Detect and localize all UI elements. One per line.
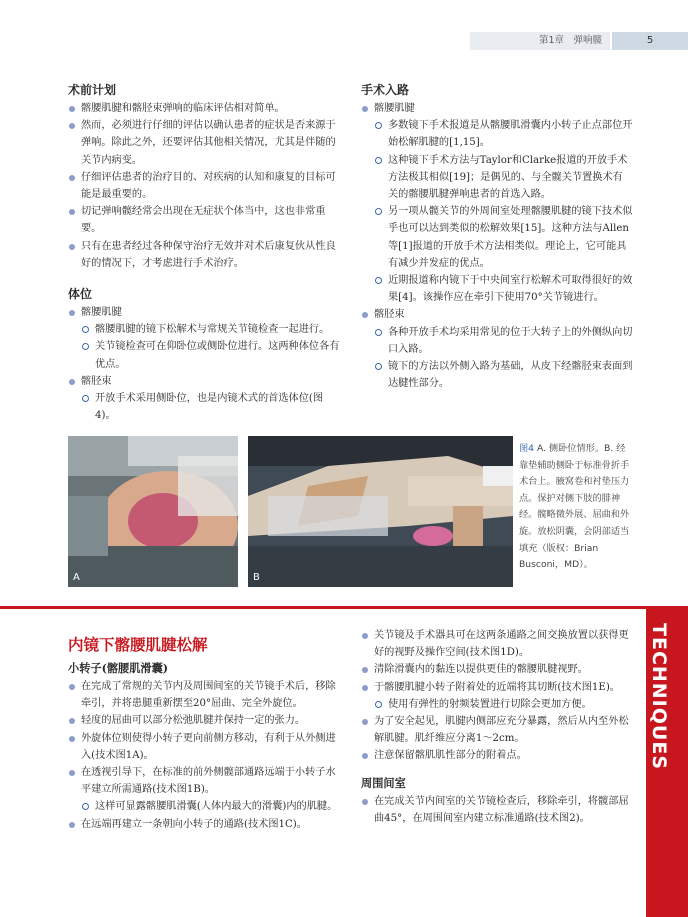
bullet-item: 清除滑囊内的黏连以提供更佳的髂腰肌腱视野。 xyxy=(361,661,633,678)
page-number: 5 xyxy=(612,32,688,50)
figure-caption-label: 图4 xyxy=(519,443,535,454)
bullet-item: 于髂腰肌腱小转子附着处的近端将其切断(技术图1E)。 xyxy=(361,679,633,696)
bullet-item: 髂腰肌腱 xyxy=(361,100,633,117)
bullet-item: 在完成关节内间室的关节镜检查后，移除牵引，将髋部屈曲45°，在周围间室内建立标准通路(技术图2)。 xyxy=(361,793,633,827)
sub-bullet-item: 关节镜检查可在仰卧位或侧卧位进行。这两种体位各有优点。 xyxy=(68,338,340,372)
sub-bullet-item: 这种镜下手术方法与Taylor和Clarke报道的开放手术方法极其相似[19]；是偶见的、与全髋关节置换术有关的髂腰肌腱弹响患者的首选入路。 xyxy=(361,152,633,204)
bullet-item: 为了安全起见，肌腱内侧部应充分暴露，然后从内至外松解肌腱。肌纤维应分离1～2cm。 xyxy=(361,713,633,747)
section-title-approach: 手术入路 xyxy=(361,83,410,97)
left-column xyxy=(68,82,340,424)
techniques-tab-label: TECHNIQUES xyxy=(648,623,670,770)
bullet-item: 切记弹响髋经常会出现在无症状个体当中，这也非常重要。 xyxy=(68,203,340,237)
sub-bullet-item: 另一项从髋关节的外周间室处理髂腰肌腱的镜下技术似乎也可以达到类似的松解效果[15]。这种方法与Allen等[1]报道的开放手术方法相类似。理论上，它可能具有减少并发症的优点。 xyxy=(361,203,633,272)
section-title-position: 体位 xyxy=(68,287,93,302)
bullet-item: 在透视引导下，在标准的前外侧髋部通路远端于小转子水平建立所需通路(技术图1B)。 xyxy=(68,764,340,798)
panel-a-label: A xyxy=(73,572,80,583)
techniques-side-tab xyxy=(646,609,688,917)
bullet-item: 注意保留髂肌肌性部分的附着点。 xyxy=(361,747,633,764)
subtitle-lesser-trochanter: 小转子(髂腰肌滑囊) xyxy=(68,661,169,675)
subtitle-peripheral-compartment: 周围间室 xyxy=(361,775,406,790)
techniques-right-column xyxy=(361,627,633,827)
figure-photo-b xyxy=(248,436,513,587)
bullet-item: 髂胫束 xyxy=(361,306,633,323)
techniques-left-column xyxy=(68,660,340,833)
sub-bullet-item: 镜下的方法以外侧入路为基础，从皮下经髂胫束表面到达腱性部分。 xyxy=(361,358,633,392)
sub-bullet-item: 这样可显露髂腰肌滑囊(人体内最大的滑囊)内的肌腱。 xyxy=(68,798,340,815)
panel-b-label: B xyxy=(253,572,260,583)
sub-bullet-item: 使用有弹性的射频装置进行切除会更加方便。 xyxy=(361,696,633,713)
bullet-item: 关节镜及手术器具可在这两条通路之间交换放置以获得更好的视野及操作空间(技术图1D)。 xyxy=(361,627,633,661)
bullet-item: 仔细评估患者的治疗目的、对疾病的认知和康复的目标可能是最重要的。 xyxy=(68,169,340,203)
bullet-item: 然而，必须进行仔细的评估以确认患者的症状是否来源于弹响。除此之外，还要评估其他相关情况，尤其是伴随的关节内病变。 xyxy=(68,117,340,169)
sub-bullet-item: 髂腰肌腱的镜下松解术与常规关节镜检查一起进行。 xyxy=(68,321,340,338)
sub-bullet-item: 各种开放手术均采用常见的位于大转子上的外侧纵向切口入路。 xyxy=(361,324,633,358)
techniques-title: 内镜下髂腰肌腱松解 xyxy=(68,636,208,654)
bullet-item: 在完成了常规的关节内及周围间室的关节镜手术后，移除牵引，并将患腿重新摆至20°屈曲、完全外旋位。 xyxy=(68,678,340,712)
bullet-item: 轻度的屈曲可以部分松弛肌腱并保持一定的张力。 xyxy=(68,712,340,729)
figure-photo-a xyxy=(68,436,238,587)
right-column xyxy=(361,82,633,392)
sub-bullet-item: 多数镜下手术报道是从髂腰肌滑囊内小转子止点部位开始松解肌腱的[1,15]。 xyxy=(361,117,633,151)
sub-bullet-item: 近期报道称内镜下于中央间室行松解术可取得很好的效果[4]。该操作应在牵引下使用70°关节镜进行。 xyxy=(361,272,633,306)
section-divider xyxy=(0,606,688,609)
figure-caption xyxy=(519,441,633,574)
chapter-header: 第1章 弹响髋 xyxy=(470,32,610,50)
figure-caption-text: A. 侧卧位情形。B. 经靠垫辅助侧卧于标准骨折手术台上。腋窝卷和衬垫压力点。保护对侧下肢的腓神经。髋略微外展、屈曲和外旋。放松阴囊，会阴部适当填充（版权：Brian Busconi，MD）。 xyxy=(519,443,630,571)
bullet-item: 髂腰肌腱 xyxy=(68,304,340,321)
bullet-item: 在远端再建立一条朝向小转子的通路(技术图1C)。 xyxy=(68,816,340,833)
bullet-item: 髂胫束 xyxy=(68,373,340,390)
sub-bullet-item: 开放手术采用侧卧位，也是内镜术式的首选体位(图4)。 xyxy=(68,390,340,424)
bullet-item: 外旋体位则使得小转子更向前侧方移动，有利于从外侧进入(技术图1A)。 xyxy=(68,730,340,764)
bullet-item: 髂腰肌腱和髂胫束弹响的临床评估相对简单。 xyxy=(68,100,340,117)
bullet-item: 只有在患者经过各种保守治疗无效并对术后康复伙从性良好的情况下，才考虑进行手术治疗。 xyxy=(68,238,340,272)
section-title-preop: 术前计划 xyxy=(68,83,117,97)
